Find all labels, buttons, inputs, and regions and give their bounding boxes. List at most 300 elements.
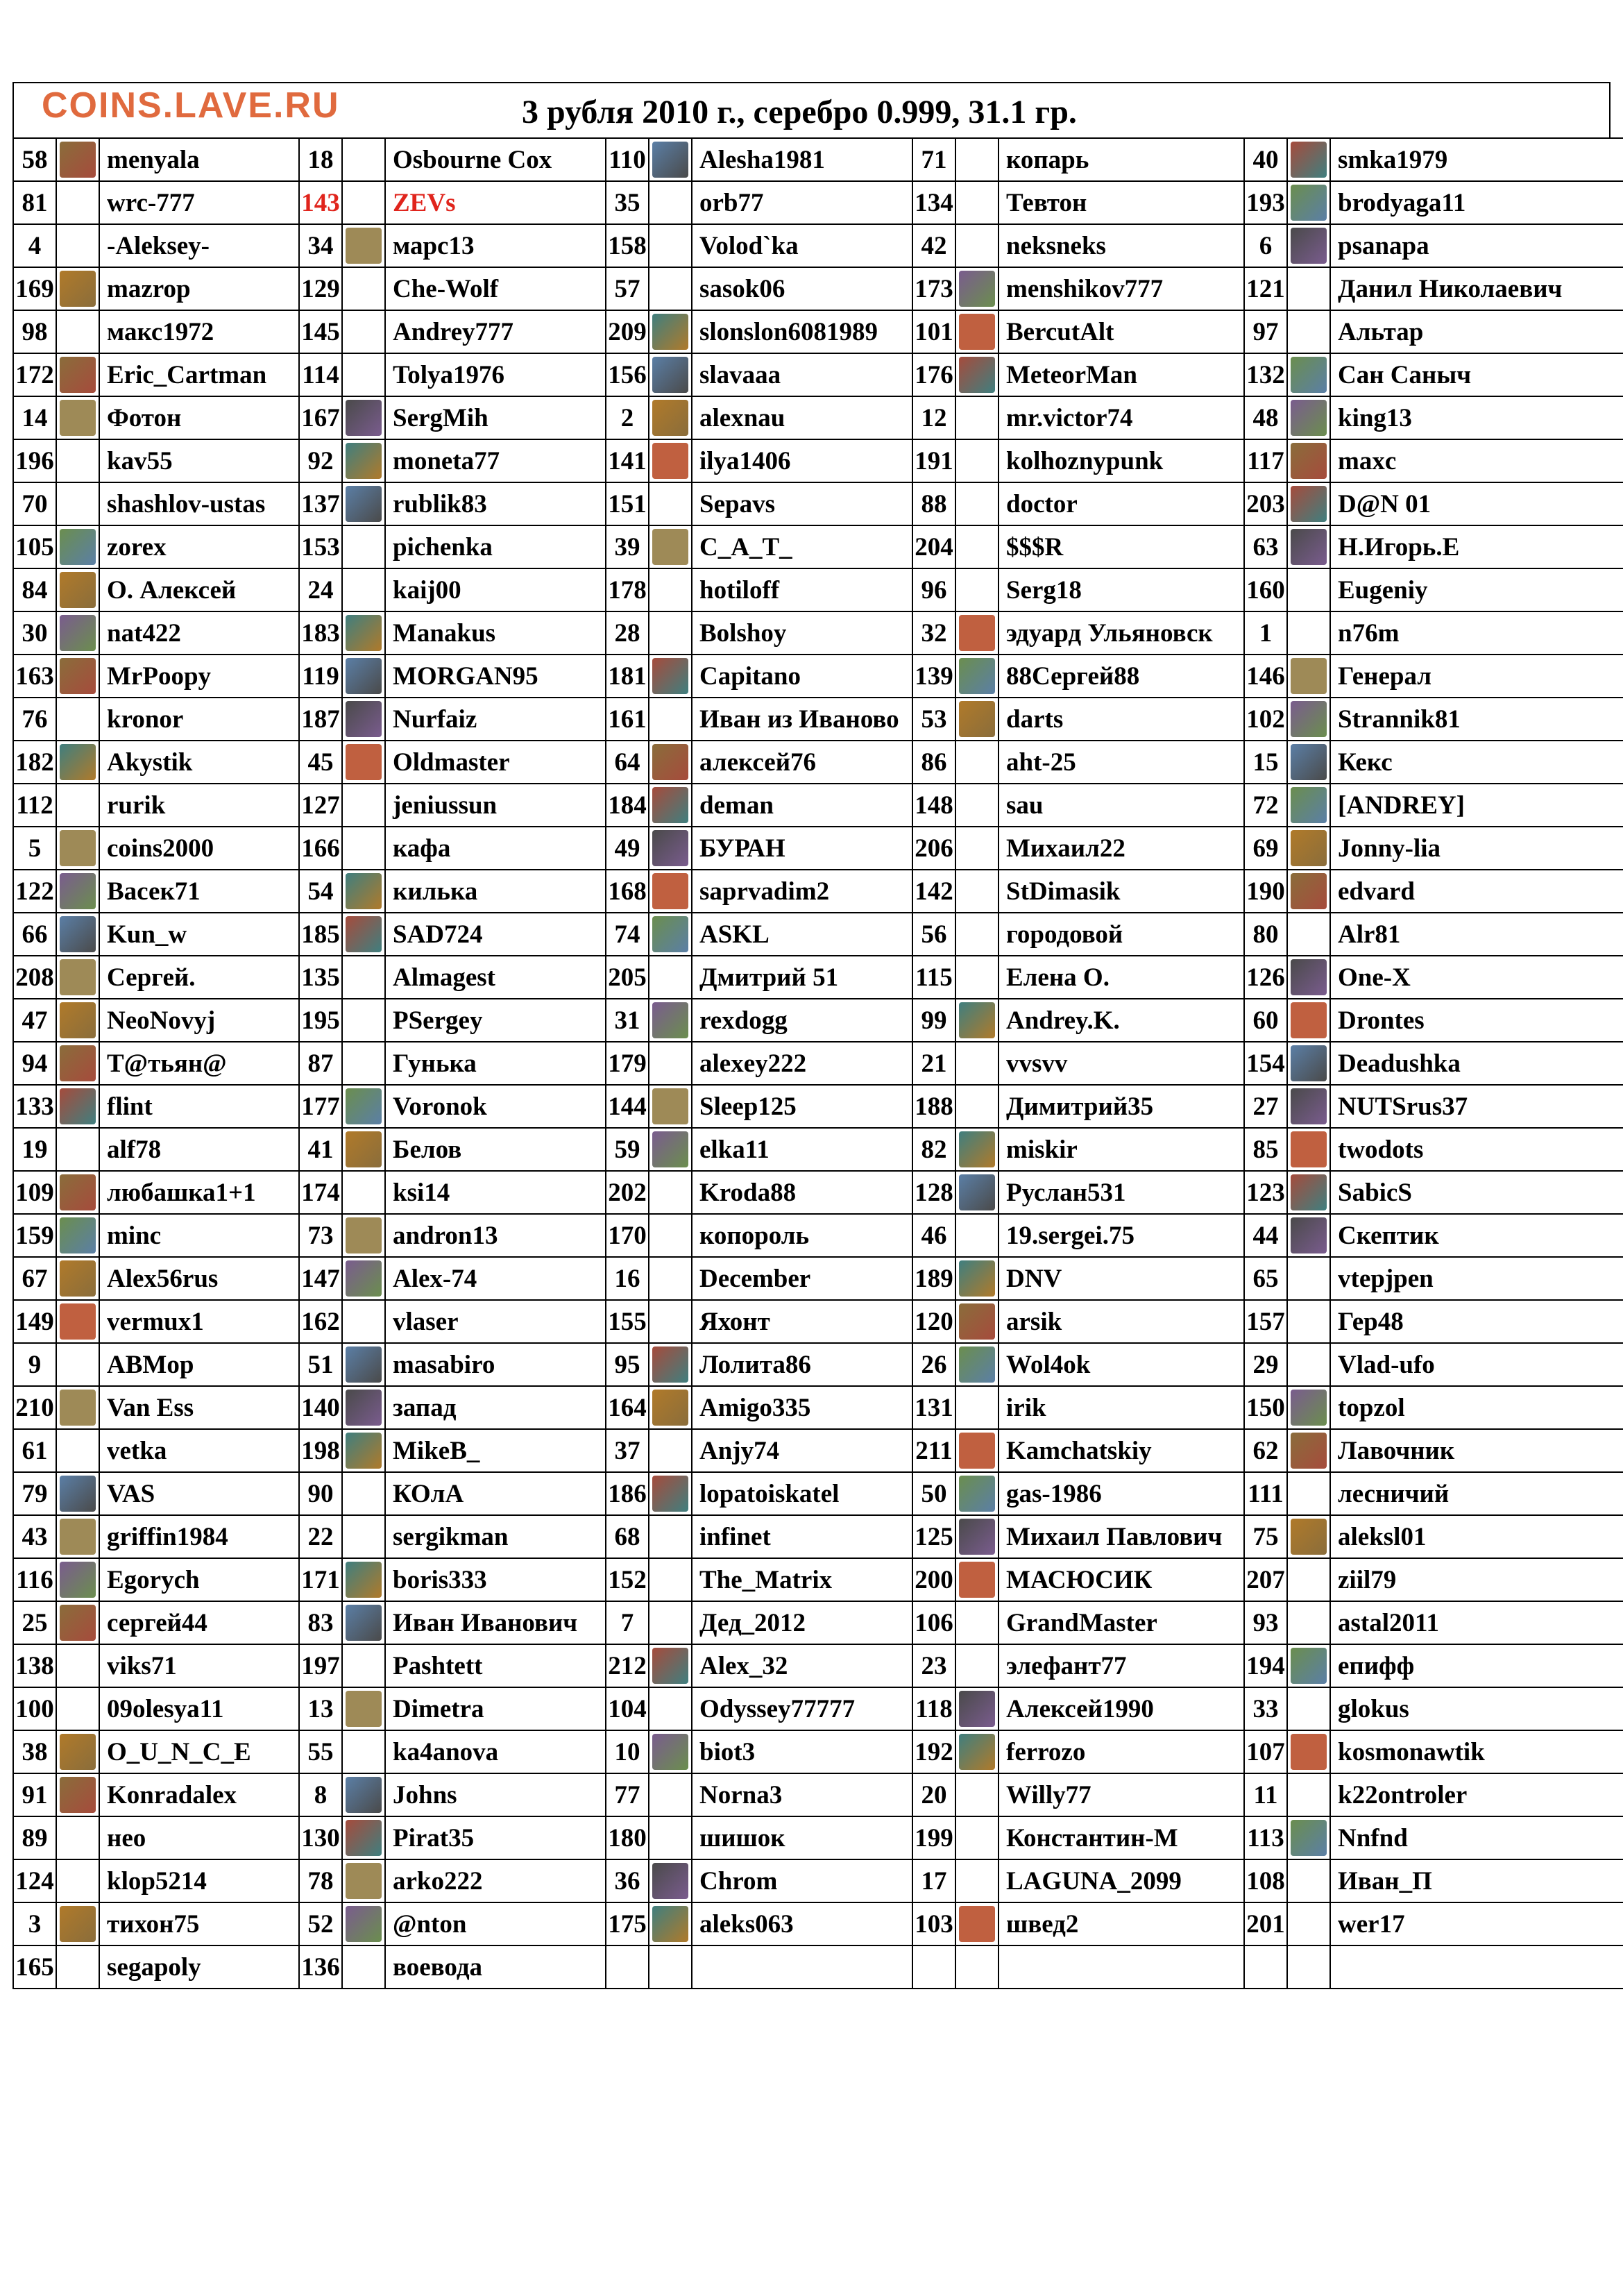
member-number: 107 — [1244, 1730, 1287, 1773]
member-name: Белов — [385, 1128, 606, 1171]
member-name: Елена О. — [999, 956, 1244, 999]
avatar — [60, 916, 96, 952]
table-row — [13, 1945, 1623, 1989]
member-name: miskir — [999, 1128, 1244, 1171]
member-number: 172 — [13, 353, 56, 396]
member-name: тихон75 — [99, 1902, 299, 1945]
avatar-cell — [342, 1773, 385, 1816]
avatar — [1291, 486, 1327, 522]
avatar — [60, 572, 96, 608]
member-number: 158 — [606, 224, 649, 267]
member-name: Генерал — [1330, 655, 1623, 698]
avatar-cell — [649, 956, 692, 999]
avatar-cell — [1287, 1472, 1330, 1515]
avatar — [652, 787, 688, 823]
member-number: 17 — [912, 1859, 955, 1902]
member-number: 188 — [912, 1085, 955, 1128]
avatar — [1291, 1002, 1327, 1038]
avatar — [1291, 658, 1327, 694]
avatar-cell — [342, 1472, 385, 1515]
table-row — [13, 1773, 1623, 1816]
member-number: 151 — [606, 482, 649, 525]
avatar-cell — [1287, 698, 1330, 741]
member-name: епифф — [1330, 1644, 1623, 1687]
avatar-cell — [955, 1515, 999, 1558]
member-name: Н.Игорь.Е — [1330, 525, 1623, 568]
avatar — [1291, 1045, 1327, 1081]
member-name: Konradalex — [99, 1773, 299, 1816]
avatar — [346, 1777, 382, 1813]
member-name: vetka — [99, 1429, 299, 1472]
avatar — [1291, 228, 1327, 264]
avatar-cell — [649, 1042, 692, 1085]
avatar-cell — [1287, 1171, 1330, 1214]
member-number: 202 — [606, 1171, 649, 1214]
avatar — [60, 1562, 96, 1598]
member-name: Гер48 — [1330, 1300, 1623, 1343]
member-name: NeoNovyj — [99, 999, 299, 1042]
member-name: килька — [385, 870, 606, 913]
table-row — [13, 1386, 1623, 1429]
member-number: 20 — [912, 1773, 955, 1816]
avatar — [346, 228, 382, 264]
table-row — [13, 1859, 1623, 1902]
member-number: 108 — [1244, 1859, 1287, 1902]
avatar — [60, 830, 96, 866]
member-name: [ANDREY] — [1330, 784, 1623, 827]
avatar-cell — [955, 956, 999, 999]
avatar-cell — [955, 1042, 999, 1085]
member-number: 71 — [912, 138, 955, 181]
member-name: Михаил Павлович — [999, 1515, 1244, 1558]
avatar-cell — [955, 267, 999, 310]
avatar-cell — [649, 1859, 692, 1902]
avatar-cell — [342, 784, 385, 827]
avatar-cell — [649, 1644, 692, 1687]
avatar-cell — [342, 827, 385, 870]
avatar-cell — [56, 181, 99, 224]
avatar-cell — [955, 1257, 999, 1300]
member-name: VAS — [99, 1472, 299, 1515]
member-number: 194 — [1244, 1644, 1287, 1687]
avatar-cell — [649, 525, 692, 568]
member-name: Иван_П — [1330, 1859, 1623, 1902]
avatar-cell — [56, 310, 99, 353]
avatar-cell — [649, 784, 692, 827]
member-name: aleks063 — [692, 1902, 912, 1945]
member-number: 140 — [299, 1386, 342, 1429]
member-number: 149 — [13, 1300, 56, 1343]
member-name: Manakus — [385, 611, 606, 655]
member-name: jeniussun — [385, 784, 606, 827]
avatar — [346, 1131, 382, 1167]
member-name: Nnfnd — [1330, 1816, 1623, 1859]
member-number: 19 — [13, 1128, 56, 1171]
member-name: NUTSrus37 — [1330, 1085, 1623, 1128]
member-number: 190 — [1244, 870, 1287, 913]
member-number: 145 — [299, 310, 342, 353]
member-number: 200 — [912, 1558, 955, 1601]
member-number: 80 — [1244, 913, 1287, 956]
avatar — [1291, 1217, 1327, 1253]
member-number: 184 — [606, 784, 649, 827]
member-number: 175 — [606, 1902, 649, 1945]
site-logo: COINS.LAVE.RU — [42, 85, 340, 126]
member-name: 88Сергей88 — [999, 655, 1244, 698]
member-number: 98 — [13, 310, 56, 353]
member-number: 68 — [606, 1515, 649, 1558]
member-number: 150 — [1244, 1386, 1287, 1429]
member-name — [692, 1945, 912, 1989]
avatar-cell — [56, 482, 99, 525]
member-number: 74 — [606, 913, 649, 956]
avatar — [652, 1002, 688, 1038]
avatar-cell — [1287, 1902, 1330, 1945]
table-row — [13, 913, 1623, 956]
page-title: 3 рубля 2010 г., серебро 0.999, 31.1 гр. — [522, 94, 1077, 130]
member-name: Иван Иванович — [385, 1601, 606, 1644]
avatar-cell — [649, 870, 692, 913]
member-name: coins2000 — [99, 827, 299, 870]
avatar-cell — [955, 655, 999, 698]
avatar — [1291, 357, 1327, 393]
avatar — [60, 357, 96, 393]
avatar-cell — [649, 741, 692, 784]
member-name: MORGAN95 — [385, 655, 606, 698]
member-name: Alex-74 — [385, 1257, 606, 1300]
avatar — [60, 1303, 96, 1340]
avatar — [60, 1174, 96, 1210]
participants-body — [13, 138, 1623, 1989]
avatar-cell — [342, 698, 385, 741]
member-number: 166 — [299, 827, 342, 870]
avatar — [60, 529, 96, 565]
participants-table — [12, 137, 1623, 1989]
member-number: 24 — [299, 568, 342, 611]
table-row — [13, 138, 1623, 181]
avatar — [652, 830, 688, 866]
table-row — [13, 1343, 1623, 1386]
member-name: elka11 — [692, 1128, 912, 1171]
avatar-cell — [342, 1128, 385, 1171]
avatar — [959, 1347, 995, 1383]
member-name: menyala — [99, 138, 299, 181]
member-number: 23 — [912, 1644, 955, 1687]
member-name: Eugeniy — [1330, 568, 1623, 611]
member-number: 9 — [13, 1343, 56, 1386]
member-number: 82 — [912, 1128, 955, 1171]
member-number: 179 — [606, 1042, 649, 1085]
avatar — [1291, 1088, 1327, 1124]
table-row — [13, 1687, 1623, 1730]
member-number: 48 — [1244, 396, 1287, 439]
member-number: 181 — [606, 655, 649, 698]
member-number: 28 — [606, 611, 649, 655]
avatar-cell — [56, 1214, 99, 1257]
member-name: GrandMaster — [999, 1601, 1244, 1644]
member-number: 114 — [299, 353, 342, 396]
member-name: rublik83 — [385, 482, 606, 525]
member-name: Алексей1990 — [999, 1687, 1244, 1730]
member-name: kav55 — [99, 439, 299, 482]
member-name: ka4anova — [385, 1730, 606, 1773]
member-name: StDimasik — [999, 870, 1244, 913]
member-name: vermux1 — [99, 1300, 299, 1343]
member-number: 27 — [1244, 1085, 1287, 1128]
member-number: 91 — [13, 1773, 56, 1816]
avatar-cell — [955, 1386, 999, 1429]
avatar-cell — [342, 741, 385, 784]
member-name: SabicS — [1330, 1171, 1623, 1214]
avatar-cell — [342, 353, 385, 396]
member-number: 34 — [299, 224, 342, 267]
member-number: 131 — [912, 1386, 955, 1429]
member-number: 63 — [1244, 525, 1287, 568]
member-name: neksneks — [999, 224, 1244, 267]
member-name: maxc — [1330, 439, 1623, 482]
member-number: 118 — [912, 1687, 955, 1730]
member-name: Egorych — [99, 1558, 299, 1601]
table-row — [13, 1601, 1623, 1644]
avatar-cell — [1287, 439, 1330, 482]
avatar — [959, 1002, 995, 1038]
member-name: Лолита86 — [692, 1343, 912, 1386]
avatar — [959, 1303, 995, 1340]
member-name: МАСЮСИК — [999, 1558, 1244, 1601]
table-row — [13, 741, 1623, 784]
avatar — [60, 1390, 96, 1426]
avatar — [346, 658, 382, 694]
avatar — [346, 1906, 382, 1942]
member-number: 180 — [606, 1816, 649, 1859]
avatar-cell — [649, 1171, 692, 1214]
avatar-cell — [649, 1601, 692, 1644]
member-number: 126 — [1244, 956, 1287, 999]
member-name: Иван из Иваново — [692, 698, 912, 741]
member-name: Drontes — [1330, 999, 1623, 1042]
member-name: Тевтон — [999, 181, 1244, 224]
member-name: Willy77 — [999, 1773, 1244, 1816]
member-number: 168 — [606, 870, 649, 913]
member-number: 122 — [13, 870, 56, 913]
avatar — [346, 1260, 382, 1297]
member-name: hotiloff — [692, 568, 912, 611]
member-name: Сергей. — [99, 956, 299, 999]
member-name: Norna3 — [692, 1773, 912, 1816]
avatar-cell — [56, 568, 99, 611]
avatar-cell — [342, 181, 385, 224]
member-name: Vlad-ufo — [1330, 1343, 1623, 1386]
avatar-cell — [1287, 1859, 1330, 1902]
member-number: 106 — [912, 1601, 955, 1644]
avatar-cell — [649, 611, 692, 655]
avatar-cell — [56, 1687, 99, 1730]
avatar-cell — [649, 224, 692, 267]
member-name: aleksl01 — [1330, 1515, 1623, 1558]
member-number: 53 — [912, 698, 955, 741]
member-name: $$$R — [999, 525, 1244, 568]
avatar-cell — [1287, 1128, 1330, 1171]
member-name: sau — [999, 784, 1244, 827]
avatar — [652, 142, 688, 178]
member-name: alf78 — [99, 1128, 299, 1171]
member-name: Alex_32 — [692, 1644, 912, 1687]
avatar-cell — [56, 1386, 99, 1429]
avatar-cell — [649, 1343, 692, 1386]
avatar-cell — [955, 1472, 999, 1515]
avatar-cell — [56, 1601, 99, 1644]
member-number: 189 — [912, 1257, 955, 1300]
member-number: 199 — [912, 1816, 955, 1859]
member-name: Serg18 — [999, 568, 1244, 611]
avatar — [60, 658, 96, 694]
avatar-cell — [649, 655, 692, 698]
avatar-cell — [649, 396, 692, 439]
member-number: 112 — [13, 784, 56, 827]
member-name: slavaaa — [692, 353, 912, 396]
member-number: 12 — [912, 396, 955, 439]
member-name: любашка1+1 — [99, 1171, 299, 1214]
avatar-cell — [1287, 827, 1330, 870]
avatar-cell — [1287, 310, 1330, 353]
avatar-cell — [342, 1300, 385, 1343]
member-number: 43 — [13, 1515, 56, 1558]
table-row — [13, 1214, 1623, 1257]
avatar — [959, 1691, 995, 1727]
member-number: 191 — [912, 439, 955, 482]
avatar-cell — [955, 1816, 999, 1859]
member-name: ilya1406 — [692, 439, 912, 482]
avatar — [346, 443, 382, 479]
avatar — [346, 1863, 382, 1899]
member-name: Kun_w — [99, 913, 299, 956]
member-name: Almagest — [385, 956, 606, 999]
member-number: 137 — [299, 482, 342, 525]
member-number: 173 — [912, 267, 955, 310]
member-name: Amigo335 — [692, 1386, 912, 1429]
avatar-cell — [649, 827, 692, 870]
member-number: 72 — [1244, 784, 1287, 827]
member-number: 113 — [1244, 1816, 1287, 1859]
member-number: 141 — [606, 439, 649, 482]
member-number: 143 — [299, 181, 342, 224]
table-row — [13, 784, 1623, 827]
member-number: 103 — [912, 1902, 955, 1945]
avatar — [346, 1088, 382, 1124]
member-number: 100 — [13, 1687, 56, 1730]
avatar — [652, 443, 688, 479]
member-number: 64 — [606, 741, 649, 784]
member-name: kolhoznypunk — [999, 439, 1244, 482]
member-number: 161 — [606, 698, 649, 741]
member-number: 10 — [606, 1730, 649, 1773]
member-name: Van Ess — [99, 1386, 299, 1429]
avatar-cell — [649, 698, 692, 741]
member-name: БУРАН — [692, 827, 912, 870]
member-number: 99 — [912, 999, 955, 1042]
member-name: Tolya1976 — [385, 353, 606, 396]
member-name: MikeB_ — [385, 1429, 606, 1472]
member-number: 15 — [1244, 741, 1287, 784]
member-number: 116 — [13, 1558, 56, 1601]
member-name: Гунька — [385, 1042, 606, 1085]
avatar-cell — [955, 224, 999, 267]
avatar-cell — [56, 1128, 99, 1171]
avatar-cell — [56, 956, 99, 999]
member-name: moneta77 — [385, 439, 606, 482]
member-name: Фотон — [99, 396, 299, 439]
avatar-cell — [1287, 181, 1330, 224]
member-name: Михаил22 — [999, 827, 1244, 870]
avatar — [1291, 787, 1327, 823]
member-number: 62 — [1244, 1429, 1287, 1472]
avatar — [60, 400, 96, 436]
avatar — [60, 1217, 96, 1253]
member-number: 84 — [13, 568, 56, 611]
member-name: Васек71 — [99, 870, 299, 913]
avatar — [60, 142, 96, 178]
avatar-cell — [1287, 1558, 1330, 1601]
table-row — [13, 568, 1623, 611]
member-name: Alex56rus — [99, 1257, 299, 1300]
avatar — [346, 1390, 382, 1426]
avatar-cell — [56, 655, 99, 698]
avatar — [346, 400, 382, 436]
avatar-cell — [342, 1386, 385, 1429]
table-row — [13, 181, 1623, 224]
header-row — [12, 82, 1611, 137]
avatar-cell — [1287, 655, 1330, 698]
member-name: menshikov777 — [999, 267, 1244, 310]
avatar — [1291, 830, 1327, 866]
member-number: 164 — [606, 1386, 649, 1429]
member-name: Sleep125 — [692, 1085, 912, 1128]
member-number: 88 — [912, 482, 955, 525]
member-name: arko222 — [385, 1859, 606, 1902]
member-name: brodyaga11 — [1330, 181, 1623, 224]
table-row — [13, 1128, 1623, 1171]
avatar — [346, 873, 382, 909]
member-name: Volod`ka — [692, 224, 912, 267]
member-name: сергей44 — [99, 1601, 299, 1644]
avatar-cell — [1287, 1945, 1330, 1989]
avatar-cell — [1287, 396, 1330, 439]
avatar — [60, 744, 96, 780]
member-number: 203 — [1244, 482, 1287, 525]
avatar-cell — [1287, 267, 1330, 310]
member-number: 45 — [299, 741, 342, 784]
member-number: 38 — [13, 1730, 56, 1773]
avatar-cell — [1287, 1214, 1330, 1257]
avatar — [60, 1605, 96, 1641]
avatar-cell — [649, 1472, 692, 1515]
member-name: Pirat35 — [385, 1816, 606, 1859]
avatar-cell — [56, 353, 99, 396]
table-row — [13, 1257, 1623, 1300]
avatar — [1291, 443, 1327, 479]
table-row — [13, 655, 1623, 698]
member-number: 211 — [912, 1429, 955, 1472]
avatar-cell — [56, 784, 99, 827]
avatar-cell — [955, 1945, 999, 1989]
member-number: 139 — [912, 655, 955, 698]
table-row — [13, 870, 1623, 913]
avatar-cell — [649, 999, 692, 1042]
avatar-cell — [1287, 1257, 1330, 1300]
member-number: 132 — [1244, 353, 1287, 396]
member-number: 115 — [912, 956, 955, 999]
avatar-cell — [649, 1128, 692, 1171]
